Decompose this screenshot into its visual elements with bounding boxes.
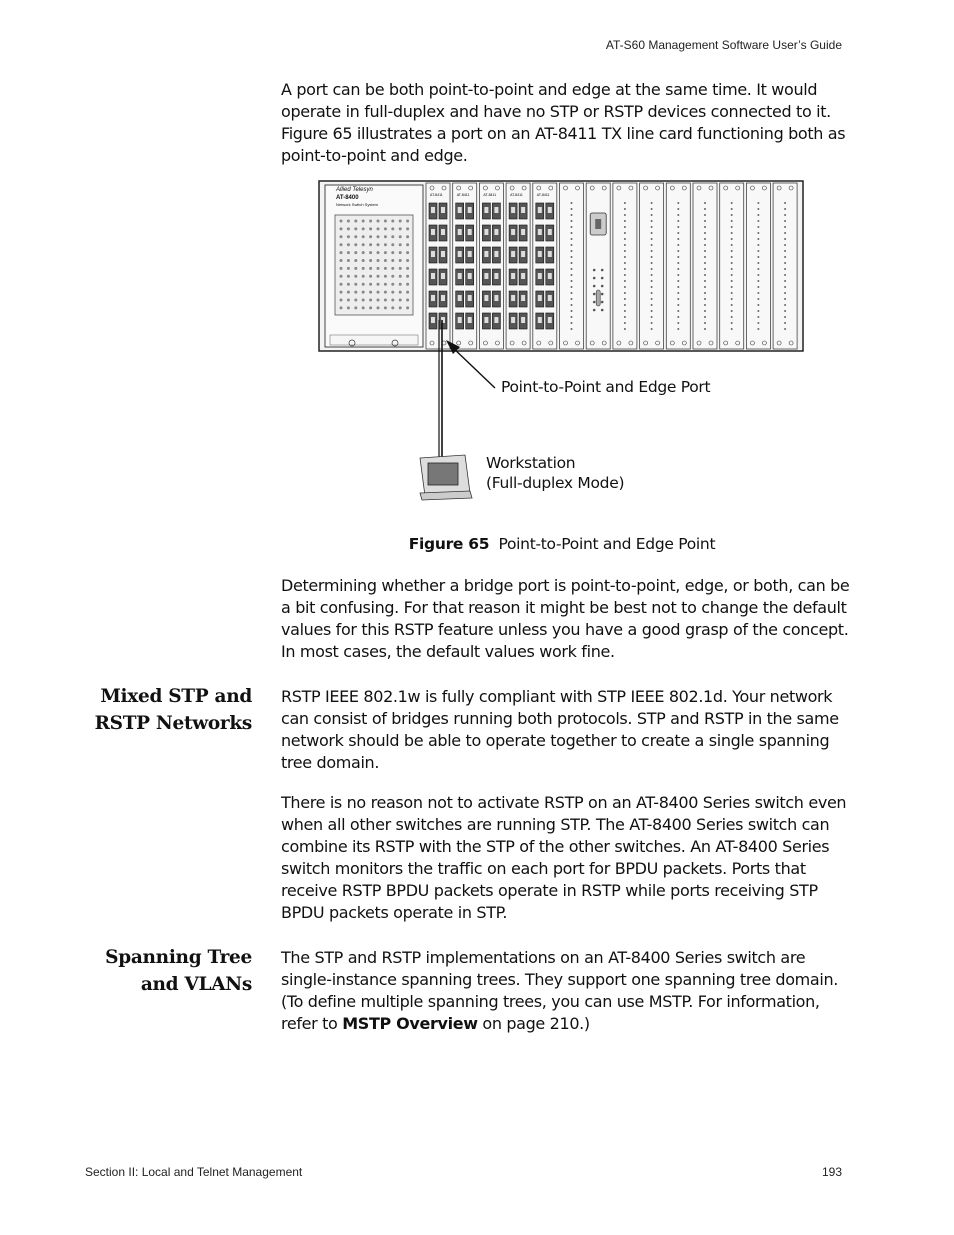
- chassis-subtitle: Network Switch System: [336, 202, 379, 207]
- intro-paragraph: A port can be both point-to-point and edge at the same time. It would operate in full-duplex and have no STP or RSTP devices connected to it. Figure 65 illustrates a port on an AT-8411 TX line card functioning both as point-to-point and edge.: [281, 80, 846, 165]
- running-header: AT-S60 Management Software User’s Guide: [605, 38, 842, 52]
- chassis-brand: Allied Telesyn: [336, 187, 373, 193]
- svg-text:AT-8411: AT-8411: [510, 193, 523, 197]
- heading-line: and VLANs: [140, 974, 252, 995]
- caption-text: Point-to-Point and Edge Point: [498, 535, 716, 553]
- section-mixed-paragraph-2: There is no reason not to activate RSTP on an AT-8400 Series switch even when all other switches are running STP. The AT-8400 Series switch can combine its RSTP with the STP of the other switches. An AT-8400 Series switch monitors the traffic on each port for BPDU packets. Ports that receive RSTP BPDU packets operate in RSTP while ports receiving STP BPDU packets operate in STP.: [281, 793, 847, 922]
- paragraph-text: The STP and RSTP implementations on an AT-8400 Series switch are single-instance spanning trees. They support one spanning tree domain. (To define multiple spanning trees, you can use MSTP. For information, refer to: [281, 948, 838, 1033]
- chassis-diagram: [300, 175, 860, 520]
- section-mixed-paragraph-1: RSTP IEEE 802.1w is fully compliant with STP IEEE 802.1d. Your network can consist of bridges running both protocols. STP and RSTP in the same network should be able to operate together to create a single spanning tree domain.: [281, 687, 839, 772]
- port-callout-label: Point-to-Point and Edge Port: [501, 378, 711, 396]
- heading-line: RSTP Networks: [94, 713, 252, 734]
- section-heading-spanning-tree: [105, 944, 252, 998]
- heading-line: Spanning Tree: [105, 947, 252, 968]
- mstp-overview-link[interactable]: MSTP Overview: [342, 1014, 478, 1033]
- chassis-model: AT-8400: [336, 195, 359, 201]
- svg-text:AT-8411: AT-8411: [483, 193, 497, 197]
- svg-text:AT-8411: AT-8411: [456, 193, 470, 197]
- workstation-label-line2: (Full-duplex Mode): [486, 474, 625, 492]
- workstation-icon: [420, 455, 472, 500]
- footer-section: Section II: Local and Telnet Management: [85, 1165, 303, 1179]
- section-heading-mixed-stp: [95, 683, 252, 737]
- svg-text:AT-8411: AT-8411: [536, 193, 550, 197]
- section-vlans-paragraph: [281, 947, 851, 1035]
- workstation-label-line1: Workstation: [486, 454, 576, 472]
- figure-65: [300, 175, 860, 520]
- paragraph-after-figure: Determining whether a bridge port is point-to-point, edge, or both, can be a bit confusing. For that reason it might be best not to change the default values for this RSTP feature unless you have a good grasp of the concept. In most cases, the default values work fine.: [281, 576, 850, 661]
- figure-caption: [0, 535, 954, 553]
- caption-number: Figure 65: [408, 535, 490, 553]
- svg-text:AT-8411: AT-8411: [430, 193, 443, 197]
- heading-line: Mixed STP and: [100, 686, 252, 707]
- paragraph-text: on page 210.): [477, 1014, 590, 1033]
- page-number: 193: [821, 1165, 842, 1179]
